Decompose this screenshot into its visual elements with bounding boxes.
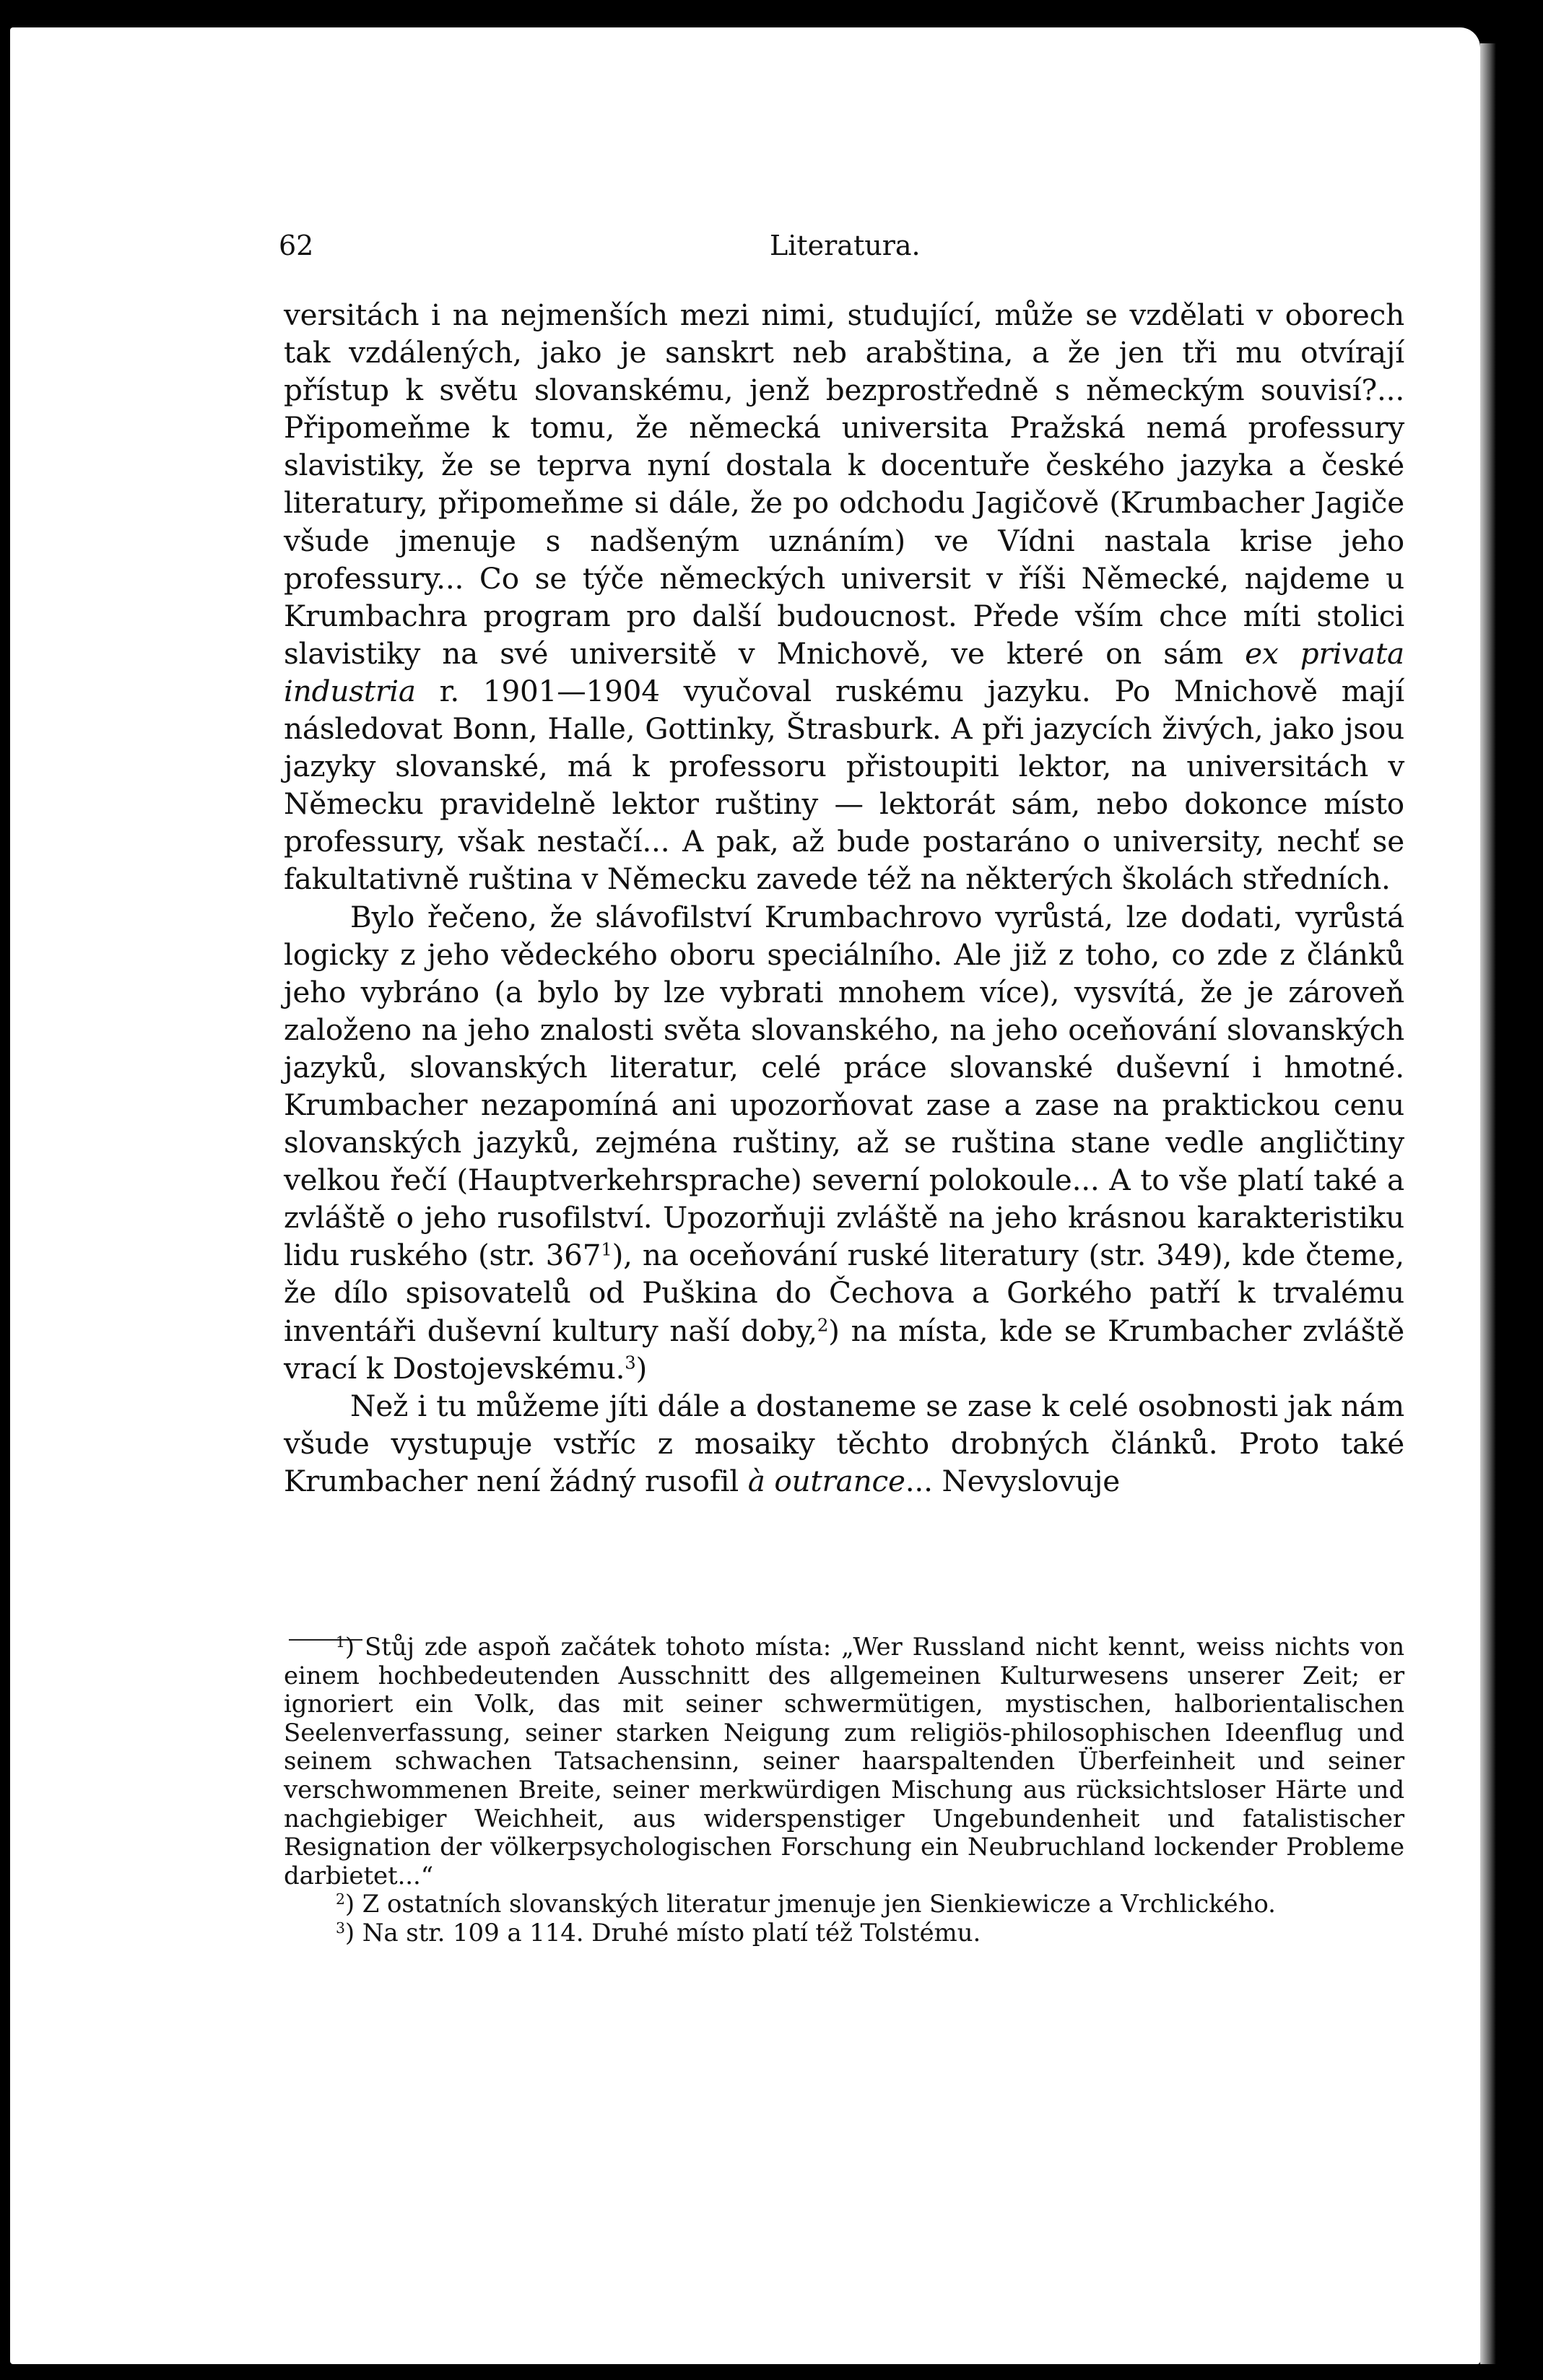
- running-head: Literatura.: [770, 230, 921, 261]
- paragraph-3-text: Než i tu můžeme jíti dále a dostaneme se zase k celé osobnosti jak nám všude vystupuje vstříc z mosaiky těchto drobných článků. Proto také Krumbacher není žádný rusofil: [284, 1388, 1404, 1498]
- paragraph-3: [284, 1387, 1404, 1500]
- footnote-1-mark: 1: [336, 1633, 345, 1651]
- footnote-1-text: ) Stůj zde aspoň začátek tohoto místa: „Wer Russland nicht kennt, weiss nichts von einem hochbedeutenden Ausschnitt des allgemeinen Kulturwesens unserer Zeit; er ignoriert ein Volk, das mit seiner schwermütigen, mystischen, halborientalischen Seelenverfassung, seiner starken Neigung zum religiös-philosophischen Ideenflug und seinem schwachen Tatsachensinn, seiner haarspaltenden Überfeinheit und seiner verschwommenen Breite, seiner merkwürdigen Mischung aus rücksichtsloser Härte und nachgiebiger Weichheit, aus widerspenstiger Ungebundenheit und fatalistischer Resignation der völkerpsychologischen Forschung ein Neubruchland lockender Probleme darbietet...“: [284, 1633, 1404, 1890]
- page-header: [279, 230, 1405, 267]
- footnote-3-text: ) Na str. 109 a 114. Druhé místo platí též Tolstému.: [344, 1918, 981, 1947]
- footnote-2-mark: 2: [336, 1890, 345, 1908]
- paragraph-2-text-c: ) na místa, kde se Krumbacher zvláště vrací k Dostojevskému.: [284, 1313, 1404, 1386]
- paragraph-2-text: Bylo řečeno, že slávofilství Krumbachrovo vyrůstá, lze dodati, vyrůstá logicky z jeho vědeckého oboru speciálního. Ale již z toho, co zde z článků jeho vybráno (a bylo by lze vybrati mnohem více), vysvítá, že je zároveň založeno na jeho znalosti světa slovanského, na jeho oceňování slovanských jazyků, slovanských literatur, celé práce slovanské duševní i hmotné. Krumbacher nezapomíná ani upozorňovat zase a zase na praktickou cenu slovanských jazyků, zejména ruštiny, až se ruština stane vedle angličtiny velkou řečí (Hauptverkehrsprache) severní polokoule... A to vše platí také a zvláště o jeho rusofilství. Upozorňuji zvláště na jeho krásnou karakteristiku lidu ruského (str. 367: [284, 899, 1404, 1273]
- body-text: [284, 296, 1404, 1500]
- italic-phrase-2: à outrance: [747, 1463, 905, 1498]
- paragraph-2-text-b: ), na oceňování ruské literatury (str. 349), kde čteme, že dílo spisovatelů od Puškina do Čechova a Gorkého patří k trvalému inventáři duševní kultury naší doby,: [284, 1238, 1404, 1348]
- footnotes: [284, 1633, 1404, 1948]
- paragraph-2-text-d: ): [635, 1350, 648, 1386]
- paragraph-2: [284, 898, 1404, 1387]
- footnote-ref-3: 3: [625, 1352, 636, 1373]
- footnote-3: [284, 1919, 1404, 1948]
- footnote-ref-2: 2: [817, 1314, 829, 1336]
- footnote-1: [284, 1633, 1404, 1890]
- paragraph-1: [284, 296, 1404, 898]
- page-number: 62: [279, 230, 314, 261]
- paragraph-1-text: versitách i na nejmenších mezi nimi, studující, může se vzdělati v oborech tak vzdálených, jako je sanskrt neb arabština, a že jen tři mu otvírají přístup k světu slovanskému, jenž bezprostředně s německým souvisí?... Připomeňme k tomu, že německá universita Pražská nemá professury slavistiky, že se teprva nyní dostala k docentuře českého jazyka a české literatury, připomeňme si dále, že po odchodu Jagičově (Krumbacher Jagiče všude jmenuje s nadšeným uznáním) ve Vídni nastala krise jeho professury... Co se týče německých universit v říši Německé, najdeme u Krumbachra program pro další budoucnost. Přede vším chce míti stolici slavistiky na své universitě v Mnichově, ve které on sám: [284, 298, 1404, 671]
- footnote-3-mark: 3: [336, 1919, 345, 1937]
- footnote-2-text: ) Z ostatních slovanských literatur jmenuje jen Sienkiewicze a Vrchlického.: [344, 1890, 1276, 1919]
- footnote-2: [284, 1890, 1404, 1919]
- page-edge-shadow: [1480, 43, 1496, 2364]
- italic-phrase: ex privata industria: [284, 635, 1404, 708]
- footnote-ref-1: 1: [601, 1238, 612, 1260]
- paragraph-1-rest: r. 1901—1904 vyučoval ruskému jazyku. Po Mnichově mají následovat Bonn, Halle, Gottinky, Štrasburk. A při jazycích živých, jako jsou jazyky slovanské, má k professoru přistoupiti lektor, na universitách v Německu pravidelně lektor ruštiny — lektorát sám, nebo dokonce místo professury, však nestačí... A pak, až bude postaráno o university, nechť se fakultativně ruština v Německu zavede též na některých školách středních.: [284, 673, 1404, 897]
- paragraph-3-rest: ... Nevyslovuje: [905, 1463, 1121, 1498]
